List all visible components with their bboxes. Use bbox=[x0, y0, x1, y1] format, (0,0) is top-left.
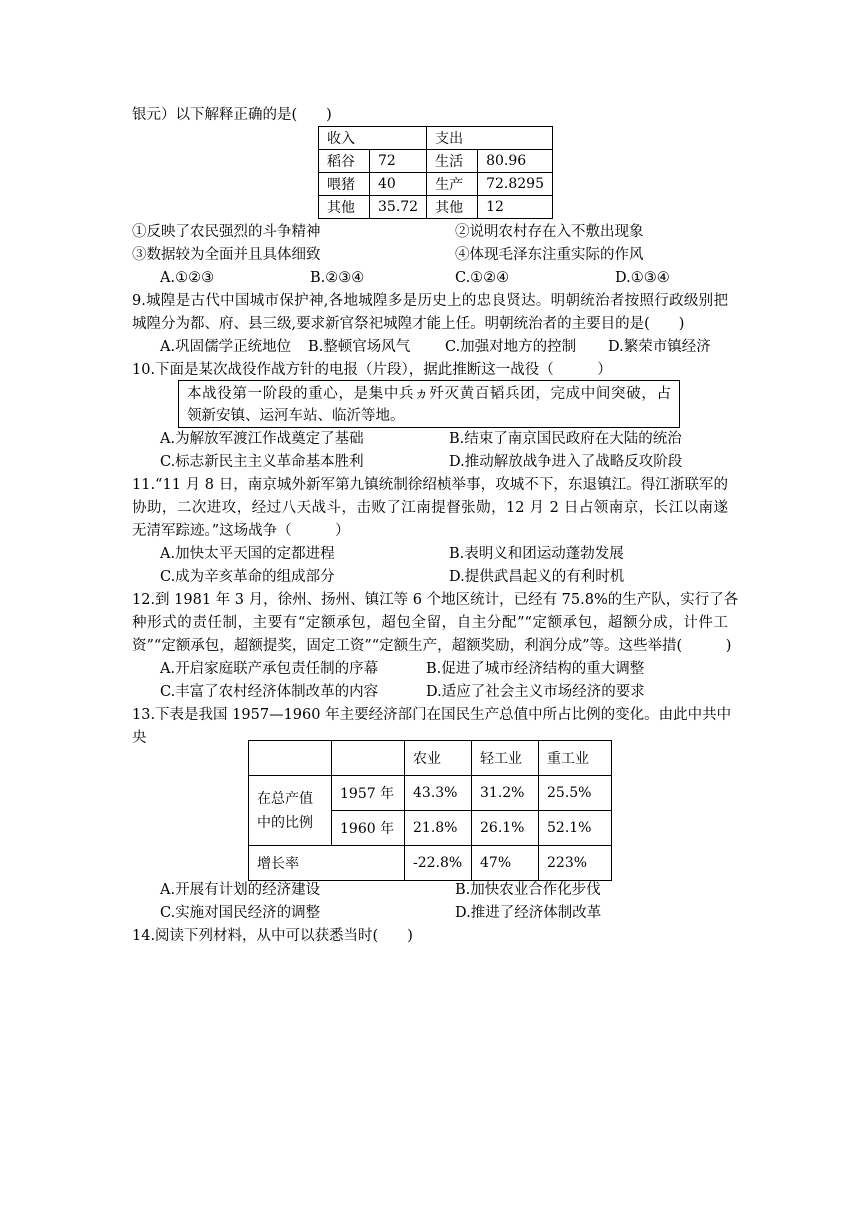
table-cell: 25.5% bbox=[539, 776, 612, 811]
q10-stem: 10.下面是某次战役作战方针的电报（片段），据此推断这一战役（ ） bbox=[132, 362, 612, 378]
option-a[interactable]: A.①②③ bbox=[160, 270, 215, 286]
option-c[interactable]: C.实施对国民经济的调整 bbox=[160, 905, 321, 921]
option-c[interactable]: C.丰富了农村经济体制改革的内容 bbox=[160, 684, 379, 700]
q8-header-expense: 支出 bbox=[427, 127, 553, 150]
q11-stem-line-2: 协助，二次进攻，经过八天战斗，击败了江南提督张勋，12 月 2 日占领南京，长江以南遂 bbox=[132, 500, 728, 516]
table-cell: 52.1% bbox=[539, 811, 612, 846]
q14-stem: 14.阅读下列材料，从中可以获悉当时( ) bbox=[132, 928, 413, 944]
row-header-growth: 增长率 bbox=[249, 846, 405, 881]
table-cell: 31.2% bbox=[472, 776, 539, 811]
table-cell: 43.3% bbox=[405, 776, 472, 811]
table-cell: 其他 bbox=[427, 196, 478, 219]
q9-options bbox=[160, 336, 728, 358]
q11-stem-line-1: 11.“11 月 8 日，南京城外新军第九镇统制徐绍桢举事，攻城不下，东退镇江。得江浙联军的 bbox=[132, 477, 728, 493]
option-a[interactable]: A.开展有计划的经济建设 bbox=[160, 882, 321, 898]
q8-statement-2: ②说明农村存在入不敷出现象 bbox=[455, 224, 644, 240]
table-cell: 26.1% bbox=[472, 811, 539, 846]
table-cell: 21.8% bbox=[405, 811, 472, 846]
table-cell: 72.8295 bbox=[478, 173, 553, 196]
q8-stem-tail: 银元）以下解释正确的是( ) bbox=[132, 107, 332, 123]
option-a[interactable]: A.巩固儒学正统地位 bbox=[160, 339, 292, 355]
option-d[interactable]: D.适应了社会主义市场经济的要求 bbox=[426, 684, 645, 700]
q10-telegram-quote bbox=[178, 380, 680, 428]
option-b[interactable]: B.②③④ bbox=[310, 270, 365, 286]
table-cell: 生产 bbox=[427, 173, 478, 196]
q9-stem-line-1: 9.城隍是古代中国城市保护神,各地城隍多是历史上的忠良贤达。明朝统治者按照行政级别把 bbox=[132, 293, 728, 309]
column-header-heavy-industry: 重工业 bbox=[539, 741, 612, 776]
table-cell: 223% bbox=[539, 846, 612, 881]
table-cell: 47% bbox=[472, 846, 539, 881]
table-cell: 72 bbox=[370, 150, 427, 173]
table-cell bbox=[249, 741, 332, 776]
q13-stem-line-1: 13.下表是我国 1957—1960 年主要经济部门在国民生产总值中所占比例的变化。由此中共中 bbox=[132, 707, 732, 723]
q8-options bbox=[160, 267, 720, 289]
option-d[interactable]: D.繁荣市镇经济 bbox=[608, 339, 711, 355]
option-d[interactable]: D.提供武昌起义的有利时机 bbox=[449, 569, 625, 585]
q8-statement-4: ④体现毛泽东注重实际的作风 bbox=[455, 247, 644, 263]
option-d[interactable]: D.推动解放战争进入了战略反攻阶段 bbox=[449, 454, 683, 470]
q11-stem-line-3: 无清军踪迹。”这场战争（ ） bbox=[132, 523, 350, 539]
q13-stem-line-2: 央 bbox=[132, 730, 147, 746]
table-cell: 12 bbox=[478, 196, 553, 219]
table-cell: 生活 bbox=[427, 150, 478, 173]
q8-statement-3: ③数据较为全面并且具体细致 bbox=[132, 247, 321, 263]
q8-income-expense-table bbox=[318, 126, 553, 219]
table-cell: -22.8% bbox=[405, 846, 472, 881]
table-cell: 35.72 bbox=[370, 196, 427, 219]
option-d[interactable]: D.①③④ bbox=[615, 270, 670, 286]
option-b[interactable]: B.加快农业合作化步伐 bbox=[455, 882, 601, 898]
row-group-label: 在总产值中的比例 bbox=[249, 776, 332, 846]
table-cell: 40 bbox=[370, 173, 427, 196]
q8-statement-1: ①反映了农民强烈的斗争精神 bbox=[132, 224, 321, 240]
q12-stem-line-1: 12.到 1981 年 3 月，徐州、扬州、镇江等 6 个地区统计，已经有 75.8%的生产队，实行了各 bbox=[132, 592, 739, 608]
table-cell: 其他 bbox=[319, 196, 370, 219]
quote-line-2: 领新安镇、运河车站、临沂等地。 bbox=[187, 408, 405, 424]
option-a[interactable]: A.为解放军渡江作战奠定了基础 bbox=[160, 431, 364, 447]
q13-economic-sectors-table bbox=[248, 740, 612, 881]
quote-line-1: 本战役第一阶段的重心，是集中兵ヵ歼灭黄百韬兵团，完成中间突破，占 bbox=[187, 386, 671, 402]
table-cell: 喂猪 bbox=[319, 173, 370, 196]
option-c[interactable]: C.标志新民主主义革命基本胜利 bbox=[160, 454, 364, 470]
q8-header-income: 收入 bbox=[319, 127, 427, 150]
option-c[interactable]: C.成为辛亥革命的组成部分 bbox=[160, 569, 335, 585]
option-a[interactable]: A.开启家庭联产承包责任制的序幕 bbox=[160, 661, 379, 677]
option-c[interactable]: C.①②④ bbox=[455, 270, 510, 286]
option-c[interactable]: C.加强对地方的控制 bbox=[445, 339, 577, 355]
table-cell bbox=[332, 741, 405, 776]
option-b[interactable]: B.结束了南京国民政府在大陆的统治 bbox=[449, 431, 682, 447]
option-d[interactable]: D.推进了经济体制改革 bbox=[455, 905, 602, 921]
column-header-light-industry: 轻工业 bbox=[472, 741, 539, 776]
column-header-agriculture: 农业 bbox=[405, 741, 472, 776]
q9-stem-line-2: 城隍分为都、府、县三级,要求新官祭祀城隍才能上任。明朝统治者的主要目的是( ) bbox=[132, 316, 685, 332]
row-header-1957: 1957 年 bbox=[332, 776, 405, 811]
table-cell: 80.96 bbox=[478, 150, 553, 173]
table-cell: 稻谷 bbox=[319, 150, 370, 173]
row-header-1960: 1960 年 bbox=[332, 811, 405, 846]
option-b[interactable]: B.整顿官场风气 bbox=[308, 339, 411, 355]
q12-stem-line-2: 种形式的责任制，主要有“定额承包，超包全留，自主分配”“定额承包，超额分成，计件工 bbox=[132, 615, 728, 631]
option-b[interactable]: B.促进了城市经济结构的重大调整 bbox=[426, 661, 645, 677]
q12-stem-line-3: 资”“定额承包，超额提奖，固定工资”“定额生产，超额奖励，利润分成”等。这些举措( ) bbox=[132, 638, 732, 654]
option-a[interactable]: A.加快太平天国的定都进程 bbox=[160, 546, 335, 562]
option-b[interactable]: B.表明义和团运动蓬勃发展 bbox=[449, 546, 624, 562]
